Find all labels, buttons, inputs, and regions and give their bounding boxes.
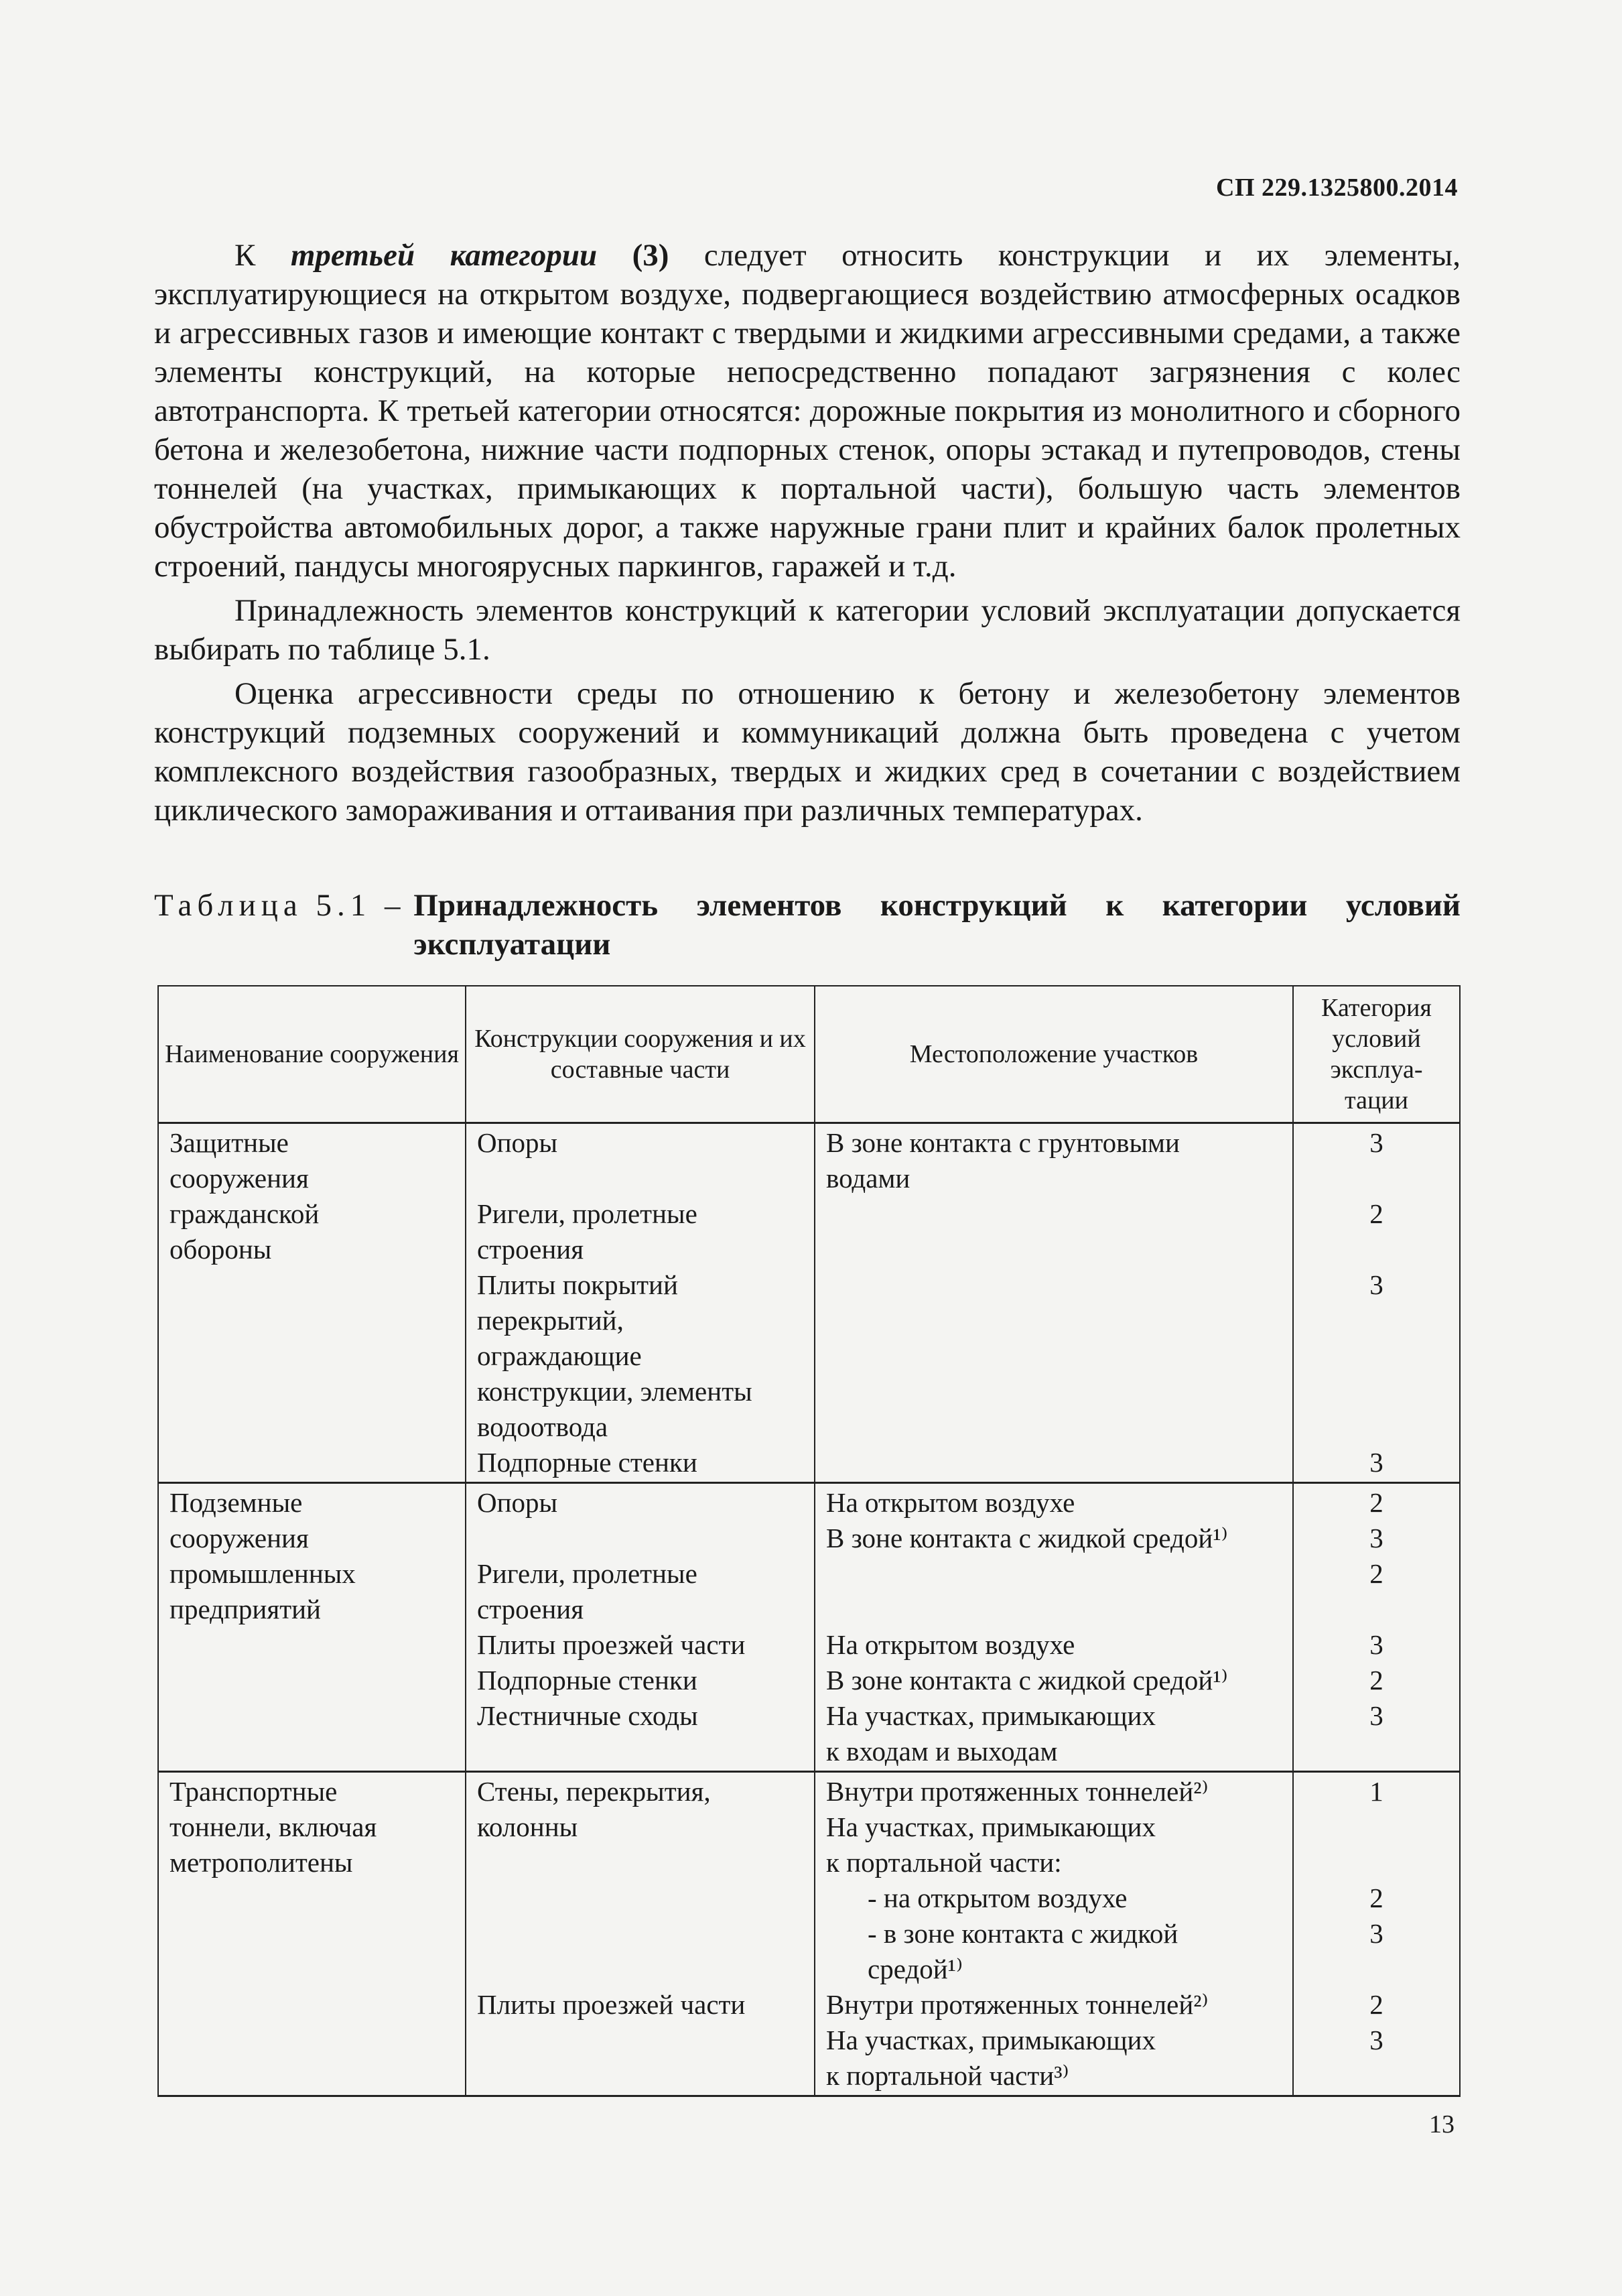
location-cell (815, 1483, 1293, 1772)
cell-line: Плиты проезжей части (477, 1629, 746, 1660)
cell-line (1304, 1952, 1448, 1987)
cell-line (826, 1338, 1282, 1374)
cell-line: В зоне контакта с жидкой средой¹⁾ (826, 1665, 1228, 1696)
cell-line: к портальной части³⁾ (826, 2060, 1069, 2091)
cell-line: Подпорные стенки (477, 1665, 697, 1696)
cell-line: Защитные (170, 1127, 289, 1158)
cell-line: 2 (1369, 1487, 1383, 1518)
cell-line: Внутри протяженных тоннелей²⁾ (826, 1776, 1209, 1807)
cell-line: колонны (477, 1811, 578, 1842)
cell-line: обороны (170, 1234, 272, 1265)
cell-line: Внутри протяженных тоннелей²⁾ (826, 1989, 1209, 2020)
cell-line (1304, 1409, 1448, 1445)
cell-line: Ригели, пролетные (477, 1558, 697, 1589)
category-table (157, 985, 1461, 2097)
document-code: СП 229.1325800.2014 (1216, 174, 1458, 202)
cell-line (477, 1916, 803, 1952)
cell-line (1304, 1734, 1448, 1769)
cell-line: ограждающие (477, 1340, 642, 1371)
cell-line (826, 1196, 1282, 1232)
cell-line: строения (477, 1234, 584, 1265)
location-cell (815, 1772, 1293, 2096)
cell-line: сооружения (170, 1163, 309, 1194)
cell-line (477, 2023, 803, 2058)
cell-line (1304, 1374, 1448, 1409)
cell-line: 3 (1369, 1918, 1383, 1949)
cell-line (1304, 1809, 1448, 1845)
header-category: Категория условий эксплуа-тации (1293, 986, 1460, 1123)
cell-line: 1 (1369, 1776, 1383, 1807)
cell-line: 2 (1369, 1989, 1383, 2020)
cell-line (477, 1952, 803, 1987)
cell-line: Лестничные сходы (477, 1700, 698, 1731)
header-constructions: Конструкции сооружения и их составные части (466, 986, 815, 1123)
cell-line (1304, 1845, 1448, 1880)
cell-line: конструкции, элементы (477, 1376, 752, 1407)
table-caption-text: Принадлежность элементов конструкций к категории условий эксплуатации (413, 888, 1461, 962)
cell-line (1304, 1338, 1448, 1374)
cell-line: На участках, примыкающих (826, 1700, 1156, 1731)
cell-line: - в зоне контакта с жидкой (868, 1918, 1178, 1949)
page-number: 13 (1429, 2110, 1455, 2139)
cell-line: На участках, примыкающих (826, 1811, 1156, 1842)
cell-line: Подпорные стенки (477, 1447, 697, 1478)
cell-line: строения (477, 1594, 584, 1624)
table-caption (154, 886, 1461, 964)
cell-line (1304, 1592, 1448, 1627)
cell-line: 2 (1369, 1883, 1383, 1913)
table-header-row (158, 986, 1460, 1123)
structure-name-cell (158, 1123, 466, 1483)
cell-line: В зоне контакта с грунтовыми (826, 1127, 1180, 1158)
structure-name-cell (158, 1772, 466, 2096)
cell-line: Опоры (477, 1127, 558, 1158)
cell-line: 3 (1369, 1127, 1383, 1158)
cell-line (477, 1161, 803, 1196)
cell-line (1304, 1161, 1448, 1196)
cell-line (477, 1521, 803, 1556)
category-cell (1293, 1483, 1460, 1772)
cell-line: Плиты проезжей части (477, 1989, 746, 2020)
cell-line: На открытом воздухе (826, 1629, 1075, 1660)
body-text (154, 236, 1461, 835)
cell-line (826, 1303, 1282, 1338)
cell-line: Стены, перекрытия, (477, 1776, 711, 1807)
cell-line: промышленных (170, 1558, 356, 1589)
cell-line: 2 (1369, 1665, 1383, 1696)
header-location: Местоположение участков (815, 986, 1293, 1123)
cell-line: Транспортные (170, 1776, 338, 1807)
cell-line (826, 1445, 1282, 1480)
table-row (158, 1123, 1460, 1483)
cell-line: 3 (1369, 1629, 1383, 1660)
cell-line: 3 (1369, 1700, 1383, 1731)
cell-line: 3 (1369, 1447, 1383, 1478)
cell-line: 2 (1369, 1558, 1383, 1589)
cell-line: Опоры (477, 1487, 558, 1518)
cell-line: перекрытий, (477, 1305, 624, 1336)
cell-line (826, 1556, 1282, 1592)
construction-cell (466, 1123, 815, 1483)
cell-line: На открытом воздухе (826, 1487, 1075, 1518)
cell-line: Ригели, пролетные (477, 1198, 697, 1229)
table-caption-label: Таблица 5.1 – (154, 888, 406, 923)
paragraph-table-reference: Принадлежность элементов конструкций к категории условий эксплуатации допускается выбирать по таблице 5.1. (154, 593, 1461, 667)
construction-cell (466, 1483, 815, 1772)
cell-line: - на открытом воздухе (868, 1883, 1128, 1913)
cell-line: 3 (1369, 2025, 1383, 2055)
category-cell (1293, 1123, 1460, 1483)
cell-line: водами (826, 1163, 910, 1194)
cell-line: Подземные (170, 1487, 303, 1518)
cell-line (826, 1409, 1282, 1445)
cell-line: гражданской (170, 1198, 320, 1229)
construction-cell (466, 1772, 815, 2096)
cell-line (826, 1374, 1282, 1409)
cell-line (826, 1592, 1282, 1627)
cell-line: Плиты покрытий (477, 1269, 678, 1300)
term-third-category: третьей категории (290, 238, 598, 273)
cell-line: метрополитены (170, 1847, 353, 1878)
cell-line (826, 1232, 1282, 1267)
cell-line: 3 (1369, 1269, 1383, 1300)
cell-line (1304, 1232, 1448, 1267)
cell-line: 2 (1369, 1198, 1383, 1229)
cell-line (826, 1267, 1282, 1303)
cell-line: тоннели, включая (170, 1811, 377, 1842)
structure-name-cell (158, 1483, 466, 1772)
cell-line: В зоне контакта с жидкой средой¹⁾ (826, 1523, 1228, 1553)
category-cell (1293, 1772, 1460, 2096)
cell-line (1304, 1303, 1448, 1338)
cell-line (477, 1845, 803, 1880)
table-row (158, 1483, 1460, 1772)
cell-line: к портальной части: (826, 1847, 1062, 1878)
table-row (158, 1772, 1460, 2096)
cell-line (477, 2058, 803, 2094)
cell-line: к входам и выходам (826, 1736, 1058, 1767)
header-structure-name: Наименование сооружения (158, 986, 466, 1123)
location-cell (815, 1123, 1293, 1483)
paragraph-third-category: К третьей категории (3) следует относить конструкции и их элементы, эксплуатирующиеся на открытом воздухе, подвергающиеся воздействию атмосферных осадков и агрессивных газов и имеющие контакт с твердыми и жидкими агрессивными средами, а также элементы конструкций, на которые непосредственно попадают загрязнения с колес автотранспорта. К третьей категории относятся: дорожные покрытия из монолитного и сборного бетона и железобетона, нижние части подпорных стенок, опоры эстакад и путепроводов, стены тоннелей (на участках, примыкающих к портальной части), большую часть элементов обустройства автомобильных дорог, а также наружные грани плит и крайних балок пролетных строений, пандусы многоярусных паркингов, гаражей и т.д. (154, 238, 1461, 584)
cell-line: предприятий (170, 1594, 322, 1624)
cell-line: 3 (1369, 1523, 1383, 1553)
cell-line: сооружения (170, 1523, 309, 1553)
paragraph-aggressiveness: Оценка агрессивности среды по отношению к бетону и железобетону элементов конструкций подземных сооружений и коммуникаций должна быть проведена с учетом комплексного воздействия газообразных, твердых и жидких сред в сочетании с воздействием циклического замораживания и оттаивания при различных температурах. (154, 676, 1461, 828)
cell-line (477, 1880, 803, 1916)
cell-line: водоотвода (477, 1411, 608, 1442)
cell-line (1304, 2058, 1448, 2094)
cell-line (477, 1734, 803, 1769)
cell-line: средой¹⁾ (868, 1954, 963, 1984)
cell-line: На участках, примыкающих (826, 2025, 1156, 2055)
